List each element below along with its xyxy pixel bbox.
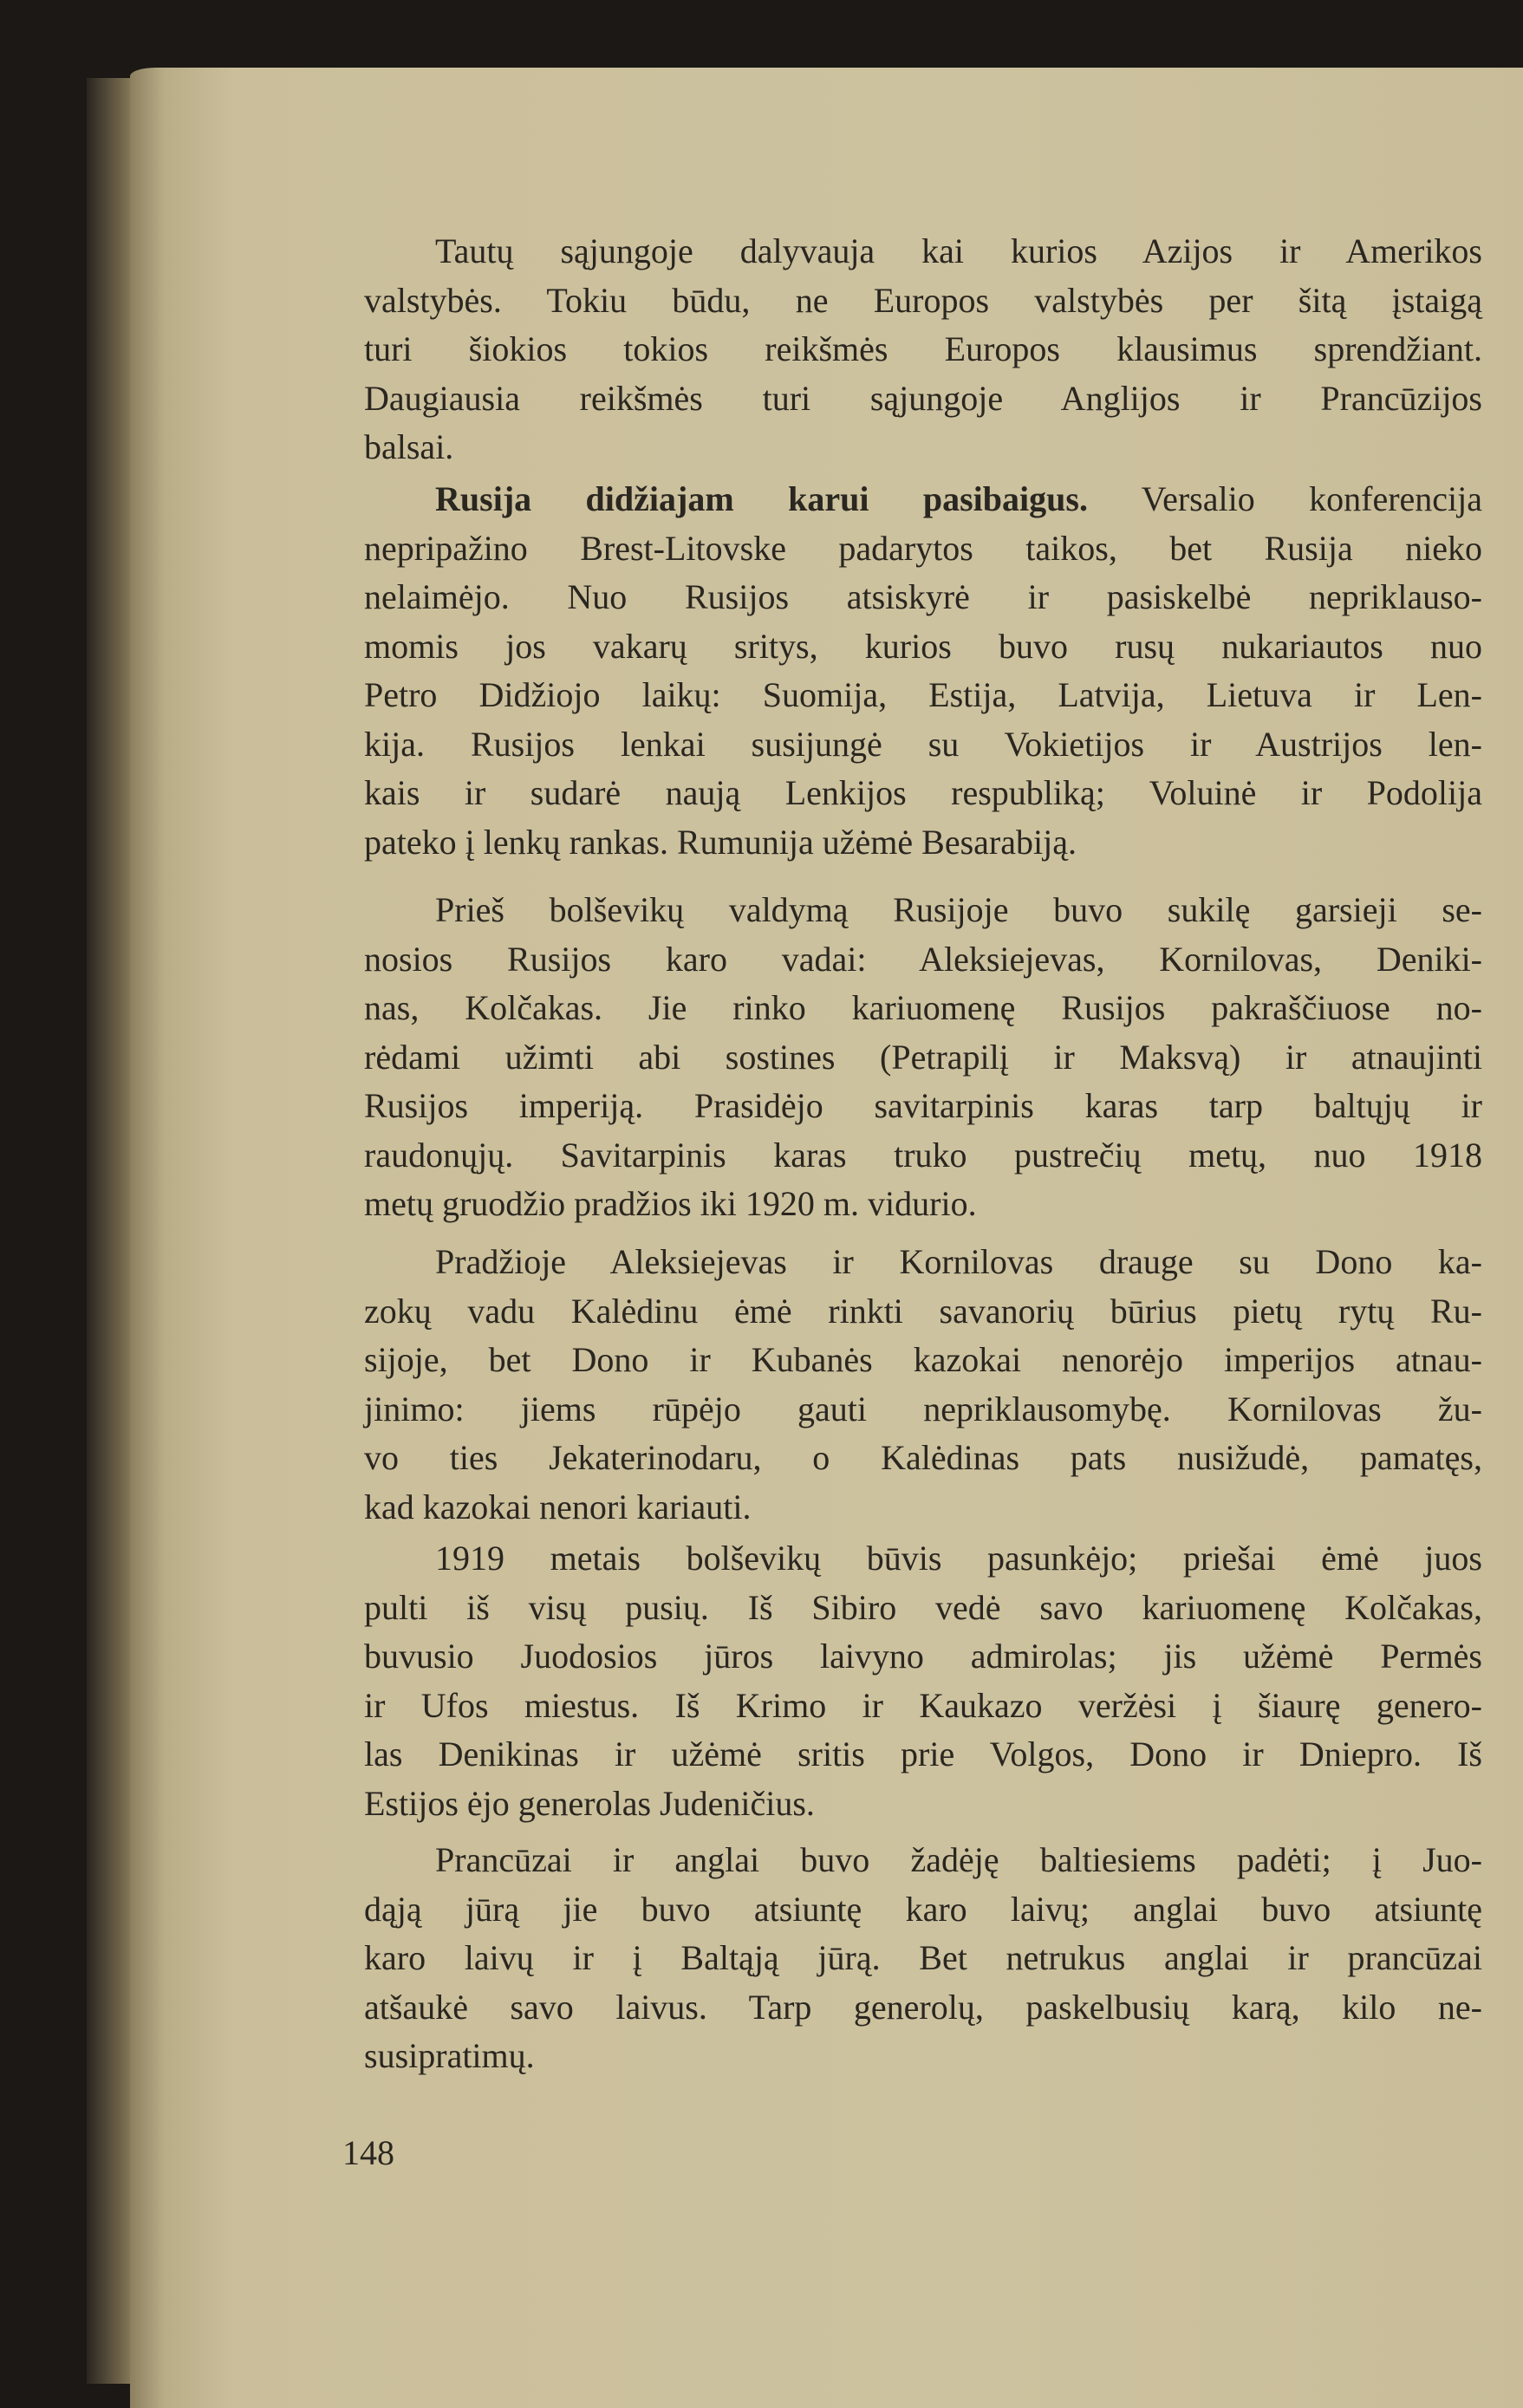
text-line: Estijos ėjo generolas Judeničius. (364, 1783, 815, 1823)
text-line: kija. Rusijos lenkai susijungė su Vokietijos ir Austrijos len- (364, 724, 1482, 764)
text-line: pulti iš visų pusių. Iš Sibiro vedė savo kariuomenę Kolčakas, (364, 1587, 1482, 1627)
text-line: karo laivų ir į Baltąją jūrą. Bet netrukus anglai ir prancūzai (364, 1938, 1482, 1977)
text-line: Tautų sąjungoje dalyvauja kai kurios Azijos ir Amerikos (435, 231, 1482, 270)
text-line: Prancūzai ir anglai buvo žadėję baltiesiems padėti; į Juo- (435, 1840, 1482, 1879)
text-line: rėdami užimti abi sostines (Petrapilį ir Maksvą) ir atnaujinti (364, 1037, 1482, 1077)
section-heading: Rusija didžiajam karui pasibaigus. (435, 479, 1088, 518)
text-line: las Denikinas ir užėmė sritis prie Volgos, Dono ir Dniepro. Iš (364, 1734, 1482, 1773)
text-line (364, 475, 1482, 524)
text-line: nepripažino Brest-Litovske padarytos taikos, bet Rusija nieko (364, 528, 1482, 568)
text-line: susipratimų. (364, 2036, 535, 2075)
text-line: momis jos vakarų sritys, kurios buvo rusų nukariautos nuo (364, 626, 1482, 666)
paragraph-3 (364, 886, 1482, 1229)
text-line: Pradžioje Aleksiejevas ir Kornilovas drauge su Dono ka- (435, 1242, 1482, 1281)
paragraph-6 (364, 1836, 1482, 2081)
text-line: balsai. (364, 427, 454, 466)
text-line: Rusijos imperiją. Prasidėjo savitarpinis karas tarp baltųjų ir (364, 1086, 1482, 1125)
text-line: dąją jūrą jie buvo atsiuntę karo laivų; anglai buvo atsiuntę (364, 1889, 1482, 1929)
text-line: Daugiausia reikšmės turi sąjungoje Anglijos ir Prancūzijos (364, 378, 1482, 418)
text-line: kais ir sudarė naują Lenkijos respubliką; Voluinė ir Podolija (364, 773, 1482, 812)
text-line: Petro Didžiojo laikų: Suomija, Estija, Latvija, Lietuva ir Len- (364, 675, 1482, 714)
text-line: zokų vadu Kalėdinu ėmė rinkti savanorių būrius pietų rytų Ru- (364, 1291, 1482, 1331)
paragraph-5 (364, 1534, 1482, 1828)
text-line: raudonųjų. Savitarpinis karas truko pustrečių metų, nuo 1918 (364, 1135, 1482, 1175)
text-line: kad kazokai nenori kariauti. (364, 1487, 752, 1526)
paragraph-4 (364, 1238, 1482, 1532)
text-line: Prieš bolševikų valdymą Rusijoje buvo sukilę garsieji se- (435, 890, 1482, 929)
text-run: Versalio konferencija (1087, 479, 1483, 518)
text-line: buvusio Juodosios jūros laivyno admirolas; jis užėmė Permės (364, 1637, 1482, 1676)
text-line: vo ties Jekaterinodaru, o Kalėdinas pats nusižudė, pamatęs, (364, 1438, 1482, 1477)
page-number: 148 (342, 2133, 394, 2172)
text-line: jinimo: jiems rūpėjo gauti nepriklausomybę. Kornilovas žu- (364, 1389, 1482, 1429)
text-line: sijoje, bet Dono ir Kubanės kazokai nenorėjo imperijos atnau- (364, 1340, 1482, 1379)
text-line: metų gruodžio pradžios iki 1920 m. vidurio. (364, 1184, 977, 1223)
text-line: valstybės. Tokiu būdu, ne Europos valstybės per šitą įstaigą (364, 280, 1482, 320)
paragraph-1 (364, 227, 1482, 472)
text-line: nelaimėjo. Nuo Rusijos atsiskyrė ir pasiskelbė nepriklauso- (364, 577, 1482, 616)
text-line: turi šiokios tokios reikšmės Europos klausimus sprendžiant. (364, 329, 1482, 368)
text-line: nas, Kolčakas. Jie rinko kariuomenę Rusijos pakraščiuose no- (364, 988, 1482, 1027)
text-line: 1919 metais bolševikų būvis pasunkėjo; priešai ėmė juos (435, 1539, 1482, 1578)
paragraph-2 (364, 475, 1482, 867)
text-line: ir Ufos miestus. Iš Krimo ir Kaukazo veržėsi į šiaurę genero- (364, 1685, 1482, 1725)
text-line: atšaukė savo laivus. Tarp generolų, paskelbusių karą, kilo ne- (364, 1987, 1482, 2027)
text-line: pateko į lenkų rankas. Rumunija užėmė Besarabiją. (364, 822, 1077, 862)
text-line: nosios Rusijos karo vadai: Aleksiejevas, Kornilovas, Deniki- (364, 939, 1482, 979)
